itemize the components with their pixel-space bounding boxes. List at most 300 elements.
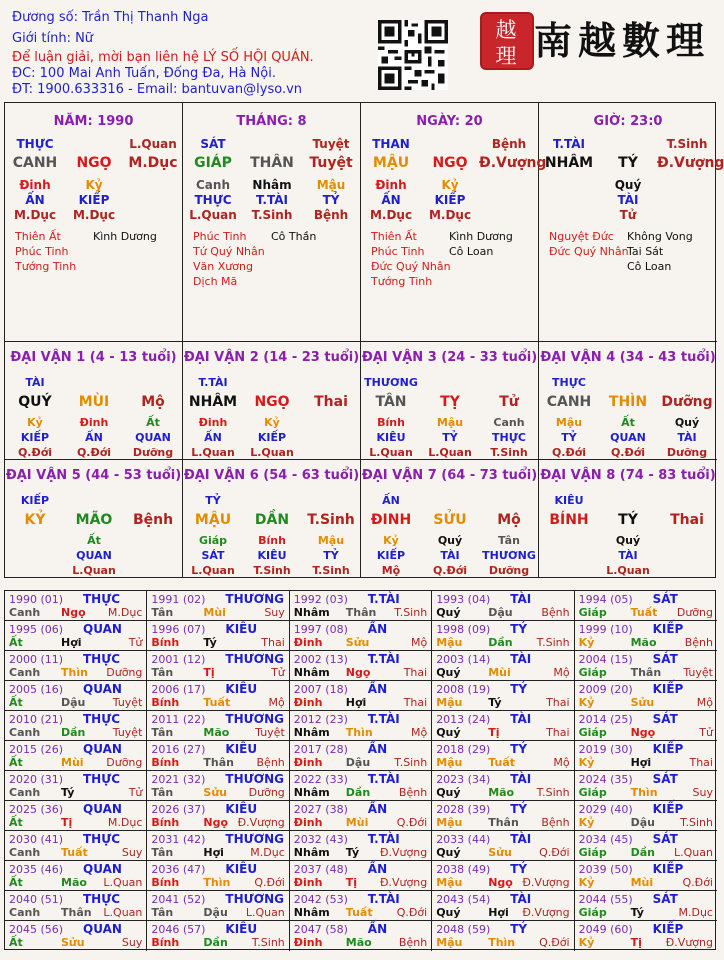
dv-stem-cell: TỴ bbox=[440, 394, 460, 410]
pillar-hidden-god-cell: KIẾP bbox=[434, 193, 466, 207]
year-stem: Tân bbox=[151, 726, 174, 739]
dv-stem-cell: NHÂM bbox=[188, 394, 238, 410]
year-phase: Bệnh bbox=[398, 786, 428, 799]
dv-hidden-cell: Bính bbox=[258, 534, 286, 547]
year-stem: Tân bbox=[151, 906, 174, 919]
year-stem: Đinh bbox=[293, 696, 323, 709]
year-label: 2032 (43) bbox=[293, 833, 348, 846]
dv-hidden-row bbox=[183, 533, 361, 548]
year-stem: Canh bbox=[9, 666, 41, 679]
year-branch: Thân bbox=[488, 816, 519, 829]
dv-phase-cell: L.Quan bbox=[191, 564, 235, 577]
dv-hidden-cell: Quý bbox=[674, 416, 700, 429]
dv-phase-row bbox=[5, 445, 183, 460]
dv-god-row bbox=[361, 493, 539, 508]
year-cell bbox=[147, 711, 289, 741]
year-stem: Mậu bbox=[436, 636, 463, 649]
year-cell bbox=[147, 591, 289, 621]
year-god: THƯƠNG bbox=[225, 592, 285, 606]
dv-stem-row bbox=[539, 395, 717, 410]
dv-stem-row bbox=[183, 513, 361, 528]
dv-stem-cell: Thai bbox=[314, 394, 348, 410]
year-branch: Ngọ bbox=[61, 606, 86, 619]
year-branch: Mão bbox=[345, 936, 372, 949]
year-stem: Mậu bbox=[436, 696, 463, 709]
year-branch: Mùi bbox=[61, 756, 84, 769]
year-cell bbox=[432, 621, 574, 651]
pillar-hidden-row bbox=[539, 178, 717, 193]
owner-name: Đương số: Trần Thị Thanh Nga bbox=[12, 10, 209, 25]
dv-hidden-cell: Mậu bbox=[317, 534, 345, 547]
year-god: TỶ bbox=[510, 682, 528, 696]
pillar-god-cell: THỰC bbox=[16, 137, 54, 151]
pillar-phase-row bbox=[183, 208, 361, 223]
year-branch: Hợi bbox=[630, 756, 652, 769]
pillar-hidden-god-row bbox=[539, 193, 717, 208]
year-branch: Ngọ bbox=[630, 726, 656, 739]
year-label: 2044 (55) bbox=[578, 893, 633, 906]
dai-van-title: ĐẠI VẬN 1 (4 - 13 tuổi) bbox=[10, 350, 177, 365]
dv-phase-cell: L.Quan bbox=[72, 564, 116, 577]
year-god: QUAN bbox=[83, 802, 122, 816]
year-stem: Canh bbox=[9, 726, 41, 739]
dai-van-5 bbox=[5, 460, 183, 577]
year-phase: Đ.Vượng bbox=[379, 846, 428, 859]
year-branch: Dần bbox=[488, 636, 513, 649]
dv-hidden-god-cell: QUAN bbox=[76, 549, 112, 562]
year-god: KIÊU bbox=[225, 922, 258, 936]
year-phase: Suy bbox=[692, 786, 713, 799]
year-label: 2039 (50) bbox=[578, 863, 633, 876]
year-stem: Giáp bbox=[578, 786, 607, 799]
pillar-stem-cell: THÂN bbox=[250, 155, 294, 171]
dv-stem-row bbox=[539, 513, 717, 528]
year-god: T.TÀI bbox=[367, 832, 400, 846]
dv-hidden-cell: Kỷ bbox=[383, 534, 399, 547]
year-label: 2029 (40) bbox=[578, 803, 633, 816]
dv-phase-cell: L.Quan bbox=[428, 446, 472, 459]
dv-hidden-god-cell: THƯƠNG bbox=[482, 549, 536, 562]
red-seal-logo: 越 理 bbox=[480, 12, 534, 70]
year-branch: Ngọ bbox=[345, 666, 371, 679]
dv-stem-cell: MÙI bbox=[78, 394, 110, 410]
year-branch: Tý bbox=[345, 846, 360, 859]
contact[interactable]: ĐT: 1900.633316 - Email: bantuvan@lyso.vn bbox=[12, 82, 303, 97]
dv-phase-cell: T.Sinh bbox=[312, 564, 350, 577]
dv-phase-cell: T.Sinh bbox=[253, 564, 291, 577]
year-label: 2013 (24) bbox=[436, 713, 491, 726]
year-god: QUAN bbox=[83, 862, 122, 876]
dv-hidden-cell: Quý bbox=[615, 534, 641, 547]
stars-list bbox=[371, 229, 536, 289]
year-god: TÀI bbox=[510, 712, 532, 726]
year-label: 2018 (29) bbox=[436, 743, 491, 756]
dv-phase-cell: Q.Đới bbox=[76, 446, 112, 459]
year-phase: T.Sinh bbox=[394, 606, 428, 619]
pillar-1 bbox=[183, 103, 361, 342]
year-phase: Tử bbox=[271, 666, 285, 679]
dai-van-8 bbox=[539, 460, 717, 577]
year-cell bbox=[290, 621, 432, 651]
pillar-stem-row bbox=[5, 156, 183, 171]
year-cell bbox=[147, 891, 289, 921]
dv-hidden-row bbox=[361, 533, 539, 548]
year-phase: Q.Đới bbox=[254, 876, 285, 889]
year-phase: Bệnh bbox=[398, 936, 428, 949]
year-phase: Suy bbox=[121, 846, 143, 859]
year-branch: Ngọ bbox=[488, 876, 513, 889]
year-cell bbox=[5, 801, 147, 831]
dv-stem-cell: TÝ bbox=[618, 512, 638, 528]
year-stem: Nhâm bbox=[293, 606, 330, 619]
dv-stem-cell: Mộ bbox=[141, 394, 165, 410]
year-stem: Kỷ bbox=[578, 816, 595, 829]
pillar-stem-cell: TÝ bbox=[618, 155, 638, 171]
year-phase: T.Sinh bbox=[536, 636, 570, 649]
brand-title: 南越數理 bbox=[534, 18, 711, 63]
star-left: Phúc Tinh bbox=[371, 245, 425, 258]
year-phase: L.Quan bbox=[103, 876, 143, 889]
dv-phase-cell: Q.Đới bbox=[432, 564, 468, 577]
year-branch: Mùi bbox=[345, 816, 369, 829]
qr-code-icon[interactable] bbox=[378, 20, 448, 90]
year-cell bbox=[575, 651, 717, 681]
year-god: TÀI bbox=[510, 892, 532, 906]
year-label: 2026 (37) bbox=[151, 803, 206, 816]
pillar-stem-row bbox=[539, 155, 724, 171]
dv-hidden-row bbox=[183, 415, 361, 430]
dv-god-cell: TỶ bbox=[205, 494, 221, 507]
pillar-god-row bbox=[361, 137, 539, 152]
year-stem: Mậu bbox=[436, 756, 463, 769]
year-branch: Mão bbox=[488, 786, 515, 799]
year-god: QUAN bbox=[83, 742, 122, 756]
year-cell bbox=[575, 801, 717, 831]
dv-hidden-god-row bbox=[5, 548, 183, 563]
pillar-2 bbox=[361, 103, 547, 342]
star-line bbox=[193, 274, 358, 289]
dv-stem-cell: TÂN bbox=[375, 394, 407, 410]
year-god: THƯƠNG bbox=[225, 652, 285, 666]
year-cell bbox=[5, 921, 147, 951]
dv-stem-cell: BÍNH bbox=[549, 512, 589, 528]
pillar-hidden-god-cell: T.TÀI bbox=[256, 193, 288, 207]
year-god: SÁT bbox=[652, 592, 678, 606]
dv-god-row bbox=[361, 375, 539, 390]
dv-stem-cell: Mộ bbox=[497, 512, 521, 528]
year-cell bbox=[432, 651, 574, 681]
year-phase: Tuyệt bbox=[255, 726, 285, 739]
dv-hidden-god-cell: ẤN bbox=[204, 431, 222, 444]
dv-hidden-row bbox=[5, 533, 183, 548]
year-god: THƯƠNG bbox=[225, 832, 285, 846]
year-label: 1996 (07) bbox=[151, 623, 206, 636]
dv-hidden-row bbox=[539, 533, 717, 548]
dv-phase-row bbox=[183, 563, 361, 578]
dv-god-row bbox=[183, 493, 361, 508]
year-label: 2010 (21) bbox=[9, 713, 64, 726]
year-cell bbox=[147, 831, 289, 861]
dv-hidden-cell: Đinh bbox=[79, 416, 109, 429]
year-phase: Dưỡng bbox=[676, 606, 713, 619]
year-cell bbox=[290, 891, 432, 921]
dv-hidden-god-cell: KIẾP bbox=[20, 431, 50, 444]
pillar-hidden-cell: Nhâm bbox=[252, 178, 292, 192]
star-line bbox=[371, 229, 536, 244]
year-cell bbox=[290, 861, 432, 891]
year-stem: Đinh bbox=[293, 876, 323, 889]
year-phase: Đ.Vượng bbox=[522, 876, 570, 889]
year-god: TÀI bbox=[510, 652, 532, 666]
year-stem: Ất bbox=[9, 636, 23, 649]
year-stem: Ất bbox=[9, 696, 23, 709]
pillar-hidden-god-row bbox=[5, 193, 183, 208]
year-god: ẤN bbox=[367, 802, 388, 816]
dv-stem-cell: ĐINH bbox=[370, 512, 412, 528]
year-stem: Mậu bbox=[436, 936, 463, 949]
year-phase: T.Sinh bbox=[680, 816, 713, 829]
year-god: TỶ bbox=[510, 802, 528, 816]
stars-list bbox=[549, 229, 714, 274]
year-label: 2001 (12) bbox=[151, 653, 206, 666]
year-branch: Tuất bbox=[203, 696, 231, 709]
year-cell bbox=[5, 621, 147, 651]
star-line bbox=[549, 259, 714, 274]
dai-van-3 bbox=[361, 342, 539, 460]
dv-hidden-god-cell: QUAN bbox=[135, 431, 171, 444]
year-branch: Sửu bbox=[61, 936, 85, 949]
dv-stem-cell: SỬU bbox=[433, 512, 467, 528]
year-phase: Thai bbox=[546, 726, 570, 739]
year-phase: Tử bbox=[128, 786, 143, 799]
dv-god-cell: TÀI bbox=[25, 376, 45, 389]
star-line bbox=[15, 244, 180, 259]
year-stem: Quý bbox=[436, 906, 461, 919]
year-branch: Mão bbox=[203, 726, 230, 739]
year-stem: Canh bbox=[9, 846, 41, 859]
year-god: ẤN bbox=[367, 682, 388, 696]
year-label: 2006 (17) bbox=[151, 683, 206, 696]
year-stem: Nhâm bbox=[293, 846, 330, 859]
year-stem: Giáp bbox=[578, 846, 607, 859]
dai-van-title: ĐẠI VẬN 3 (24 - 33 tuổi) bbox=[361, 350, 538, 365]
year-cell bbox=[575, 921, 717, 951]
year-cell bbox=[5, 771, 147, 801]
year-label: 2033 (44) bbox=[436, 833, 491, 846]
year-branch: Thìn bbox=[345, 726, 373, 739]
year-phase: Bệnh bbox=[256, 756, 285, 769]
year-label: 1992 (03) bbox=[293, 593, 348, 606]
star-left: Phúc Tinh bbox=[15, 245, 69, 258]
year-branch: Hợi bbox=[488, 906, 509, 919]
year-god: TÀI bbox=[510, 592, 532, 606]
pillar-god-cell: THAN bbox=[372, 137, 410, 151]
dv-hidden-cell: Kỷ bbox=[264, 416, 280, 429]
star-line bbox=[193, 244, 358, 259]
year-label: 2049 (60) bbox=[578, 923, 633, 936]
year-god: KIÊU bbox=[225, 622, 258, 636]
year-stem: Nhâm bbox=[293, 726, 330, 739]
pillar-god-row bbox=[5, 137, 183, 152]
year-label: 2045 (56) bbox=[9, 923, 64, 936]
year-phase: T.Sinh bbox=[251, 936, 285, 949]
pillar-title: NGÀY: 20 bbox=[416, 114, 483, 129]
pillar-title: THÁNG: 8 bbox=[236, 114, 307, 129]
dv-stem-cell: Thai bbox=[670, 512, 704, 528]
year-god: ẤN bbox=[367, 922, 388, 936]
dv-hidden-god-cell: TỶ bbox=[561, 431, 577, 444]
year-phase: L.Quan bbox=[245, 906, 285, 919]
year-cell bbox=[5, 861, 147, 891]
dv-stem-row bbox=[5, 395, 183, 410]
dv-hidden-cell: Canh bbox=[493, 416, 525, 429]
year-label: 2003 (14) bbox=[436, 653, 491, 666]
year-stem: Quý bbox=[436, 606, 461, 619]
address: ĐC: 100 Mai Anh Tuấn, Đống Đa, Hà Nội. bbox=[12, 66, 276, 81]
year-branch: Tuất bbox=[630, 606, 658, 619]
year-god: SÁT bbox=[652, 712, 678, 726]
year-stem: Bính bbox=[151, 876, 180, 889]
pillar-phase-row bbox=[5, 208, 183, 223]
year-label: 2022 (33) bbox=[293, 773, 348, 786]
year-cell bbox=[290, 741, 432, 771]
pillar-hidden-cell: Kỷ bbox=[441, 178, 459, 192]
star-left: Tướng Tinh bbox=[371, 275, 433, 288]
dv-god-row bbox=[5, 493, 183, 508]
year-cell bbox=[147, 921, 289, 951]
year-branch: Dần bbox=[630, 846, 655, 859]
year-branch: Tị bbox=[345, 876, 358, 889]
year-phase: Tuyệt bbox=[112, 696, 143, 709]
year-branch: Tị bbox=[203, 666, 215, 679]
year-label: 2005 (16) bbox=[9, 683, 64, 696]
dai-van-title: ĐẠI VẬN 4 (34 - 43 tuổi) bbox=[540, 350, 716, 365]
year-label: 2048 (59) bbox=[436, 923, 491, 936]
dv-phase-cell: L.Quan bbox=[606, 564, 650, 577]
year-stem: Canh bbox=[9, 906, 41, 919]
pillar-hidden-cell: Đinh bbox=[19, 178, 51, 192]
year-label: 2019 (30) bbox=[578, 743, 633, 756]
dv-phase-row bbox=[361, 445, 539, 460]
dv-god-cell: THỰC bbox=[552, 376, 586, 389]
year-god: THỰC bbox=[83, 652, 121, 666]
year-phase: T.Sinh bbox=[394, 756, 428, 769]
dv-god-row bbox=[539, 375, 717, 390]
year-stem: Tân bbox=[151, 606, 174, 619]
year-cell bbox=[575, 591, 717, 621]
dv-hidden-row bbox=[361, 415, 539, 430]
pillar-phase-cell: Tử bbox=[619, 208, 637, 222]
year-label: 2046 (57) bbox=[151, 923, 206, 936]
year-god: KIẾP bbox=[652, 922, 684, 936]
year-label: 2031 (42) bbox=[151, 833, 206, 846]
pillar-stem-row bbox=[361, 155, 547, 171]
year-cell bbox=[147, 621, 289, 651]
year-label: 2020 (31) bbox=[9, 773, 64, 786]
year-branch: Dậu bbox=[203, 906, 228, 919]
year-god: QUAN bbox=[83, 682, 122, 696]
year-branch: Dần bbox=[61, 726, 86, 739]
dai-van-1 bbox=[5, 342, 183, 460]
pillar-phase-cell: L.Quan bbox=[189, 208, 237, 222]
star-line bbox=[193, 259, 358, 274]
pillar-god-cell: T.TÀI bbox=[553, 137, 585, 151]
dv-phase-cell: L.Quan bbox=[250, 446, 294, 459]
year-label: 2009 (20) bbox=[578, 683, 633, 696]
dv-stem-cell: Tử bbox=[499, 394, 519, 410]
pillar-god-cell: Tuyệt bbox=[312, 137, 350, 151]
year-branch: Thân bbox=[203, 756, 234, 769]
year-stem: Bính bbox=[151, 696, 180, 709]
year-phase: Thai bbox=[403, 666, 428, 679]
dv-hidden-god-cell: THỰC bbox=[492, 431, 526, 444]
year-god: THỰC bbox=[83, 592, 121, 606]
year-god: TỶ bbox=[510, 922, 528, 936]
year-stem: Kỷ bbox=[578, 636, 595, 649]
year-god: KIẾP bbox=[652, 802, 684, 816]
dv-phase-row bbox=[539, 563, 717, 578]
pillar-hidden-row bbox=[361, 178, 539, 193]
year-cell bbox=[432, 831, 574, 861]
pillar-stem-cell: GIÁP bbox=[194, 155, 232, 171]
pillar-phase-row bbox=[539, 208, 717, 223]
dv-stem-cell: CANH bbox=[546, 394, 592, 410]
year-label: 2021 (32) bbox=[151, 773, 206, 786]
dv-stem-cell: KỶ bbox=[24, 512, 46, 528]
dv-hidden-cell: Giáp bbox=[198, 534, 228, 547]
star-right: Kình Dương bbox=[449, 230, 513, 243]
star-left: Thiên Ất bbox=[15, 230, 61, 243]
dai-van-title: ĐẠI VẬN 7 (64 - 73 tuổi) bbox=[361, 468, 538, 483]
year-stem: Quý bbox=[436, 666, 461, 679]
dv-hidden-god-row bbox=[539, 430, 717, 445]
dv-stem-row bbox=[361, 513, 539, 528]
year-cell bbox=[290, 921, 432, 951]
year-label: 2012 (23) bbox=[293, 713, 348, 726]
year-label: 2024 (35) bbox=[578, 773, 633, 786]
pillar-hidden-god-cell: THỰC bbox=[194, 193, 232, 207]
year-cell bbox=[147, 801, 289, 831]
year-stem: Bính bbox=[151, 756, 180, 769]
year-stem: Bính bbox=[151, 816, 180, 829]
dv-phase-row bbox=[361, 563, 539, 578]
year-cell bbox=[575, 891, 717, 921]
year-phase: Tuyệt bbox=[683, 666, 713, 679]
star-left: Thiên Ất bbox=[371, 230, 417, 243]
year-god: T.TÀI bbox=[367, 712, 400, 726]
year-god: THƯƠNG bbox=[225, 892, 285, 906]
year-label: 2040 (51) bbox=[9, 893, 64, 906]
year-god: ẤN bbox=[367, 622, 388, 636]
year-god: QUAN bbox=[83, 922, 122, 936]
pillar-stem-cell: CANH bbox=[12, 155, 58, 171]
pillar-god-row bbox=[183, 137, 361, 152]
year-god: T.TÀI bbox=[367, 892, 400, 906]
dv-hidden-cell: Mậu bbox=[436, 416, 464, 429]
year-phase: M.Dục bbox=[107, 606, 143, 619]
year-label: 2015 (26) bbox=[9, 743, 64, 756]
year-god: TÀI bbox=[510, 832, 532, 846]
star-line bbox=[549, 244, 714, 259]
year-phase: Q.Đới bbox=[539, 846, 570, 859]
consult-notice: Để luận giải, mời bạn liên hệ LÝ SỐ HỘI QUÁN. bbox=[12, 50, 314, 65]
star-left: Đức Quý Nhân bbox=[549, 245, 629, 258]
dv-phase-cell: Mộ bbox=[381, 564, 401, 577]
dv-stem-cell: Dưỡng bbox=[661, 394, 713, 410]
pillar-god-cell: L.Quan bbox=[129, 137, 177, 151]
year-cell bbox=[5, 891, 147, 921]
year-cell bbox=[432, 741, 574, 771]
